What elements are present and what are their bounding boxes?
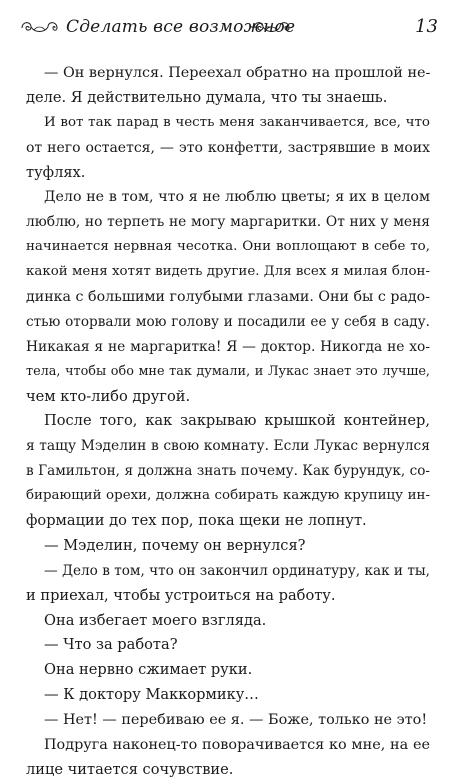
- running-header: [20, 12, 440, 42]
- text-line: — Мэделин, почему он вернулся?: [44, 536, 306, 554]
- text-line: Никакая я не маргаритка! Я — доктор. Никогда не хо-: [26, 338, 430, 355]
- swirl-ornament-left-icon: [20, 18, 60, 36]
- page-body-text: [26, 61, 430, 783]
- text-line: Она нервно сжимает руки.: [44, 661, 253, 679]
- text-line: — К доктору Маккормику…: [44, 686, 259, 704]
- text-line: люблю, но терпеть не могу маргаритки. От них у меня: [26, 214, 430, 231]
- text-line: лице читается сочувствие.: [26, 760, 234, 778]
- text-line: формации до тех пор, пока щеки не лопнут.: [26, 512, 367, 530]
- text-line: Дело не в том, что я не люблю цветы; я их в целом: [44, 189, 430, 206]
- running-title: Сделать все возможное: [66, 17, 296, 37]
- text-line: от него остается, — это конфетти, застрявшие в моих: [26, 139, 430, 156]
- text-line: стью оторвали мою голову и посадили ее у себя в саду.: [26, 313, 430, 330]
- text-line: Она избегает моего взгляда.: [44, 611, 267, 629]
- text-line: И вот так парад в честь меня заканчивается, все, что: [44, 114, 430, 130]
- text-line: После того, как закрываю крышкой контейнер,: [44, 412, 430, 430]
- text-line: — Дело в том, что он закончил ординатуру, как и ты,: [44, 562, 430, 579]
- text-line: тела, чтобы обо мне так думали, и Лукас знает это лучше,: [26, 363, 430, 379]
- text-line: — Что за работа?: [44, 636, 178, 654]
- text-line: чем кто-либо другой.: [26, 387, 191, 405]
- text-line: я тащу Мэделин в свою комнату. Если Лукас вернулся: [26, 438, 430, 455]
- text-line: начинается нервная чесотка. Они воплощают в себе то,: [26, 239, 430, 255]
- page-number: 13: [415, 16, 438, 37]
- text-line: деле. Я действительно думала, что ты знаешь.: [26, 88, 388, 106]
- text-line: какой меня хотят видеть другие. Для всех я милая блон-: [26, 264, 430, 280]
- text-line: и приехал, чтобы устроиться на работу.: [26, 586, 336, 604]
- text-line: Подруга наконец-то поворачивается ко мне, на ее: [44, 737, 430, 754]
- swirl-ornament-right-icon: [252, 18, 292, 36]
- text-line: динка с большими голубыми глазами. Они бы с радо-: [26, 289, 430, 306]
- text-line: — Он вернулся. Переехал обратно на прошлой не-: [44, 65, 430, 81]
- text-line: в Гамильтон, я должна знать почему. Как бурундук, со-: [26, 463, 430, 480]
- text-line: бирающий орехи, должна собирать каждую крупицу ин-: [26, 488, 430, 504]
- text-line: туфлях.: [26, 163, 86, 181]
- text-line: — Нет! — перебиваю ее я. — Боже, только не это!: [44, 712, 428, 729]
